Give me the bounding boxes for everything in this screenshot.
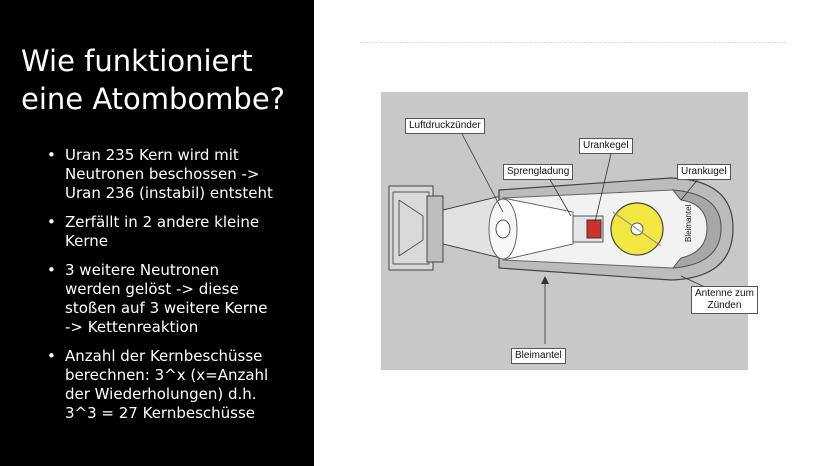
left-panel — [0, 0, 314, 466]
slide-title — [21, 42, 311, 118]
label-luftdruckzuender: Luftdruckzünder — [405, 118, 485, 134]
bullet-line: • Zerfällt in 2 andere kleine — [65, 213, 260, 231]
bullet-line: Kerne — [65, 232, 108, 250]
bullet-line: Neutronen beschossen -> — [65, 165, 260, 183]
side-label-bleimantel: Bleimantel — [684, 204, 693, 242]
bullet-line: • Anzahl der Kernbeschüsse — [65, 347, 263, 365]
bullet-item — [47, 213, 309, 251]
bullet-item — [47, 261, 309, 337]
label-bleimantel: Bleimantel — [511, 348, 566, 364]
label-antenne-line-2: Zünden — [707, 300, 742, 311]
label-urankugel: Urankugel — [677, 164, 731, 180]
bullet-line: Uran 236 (instabil) entsteht — [65, 184, 273, 202]
bullet-line: berechnen: 3^x (x=Anzahl — [65, 366, 269, 384]
slide-title-line-1: Wie funktioniert — [21, 44, 253, 78]
bullet-item — [47, 347, 309, 423]
bullet-line: der Wiederholungen) d.h. — [65, 385, 257, 403]
bullet-list — [47, 146, 309, 433]
bullet-line: -> Kettenreaktion — [65, 318, 199, 336]
right-panel — [314, 0, 828, 466]
atom-bomb-diagram — [381, 92, 754, 370]
label-sprengladung: Sprengladung — [503, 164, 573, 180]
bullet-line: • Uran 235 Kern wird mit — [65, 146, 239, 164]
label-antenne — [691, 286, 758, 314]
label-urankegel: Urankegel — [579, 138, 633, 154]
label-antenne-line-1: Antenne zum — [695, 288, 754, 299]
bullet-line: werden gelöst -> diese — [65, 280, 239, 298]
bullet-line: • 3 weitere Neutronen — [65, 261, 220, 279]
bullet-item — [47, 146, 309, 203]
bullet-line: 3^3 = 27 Kernbeschüsse — [65, 404, 256, 422]
bullet-line: stoßen auf 3 weitere Kerne — [65, 299, 268, 317]
slide-title-line-2: eine Atombombe? — [21, 82, 286, 116]
divider-line — [360, 42, 786, 43]
